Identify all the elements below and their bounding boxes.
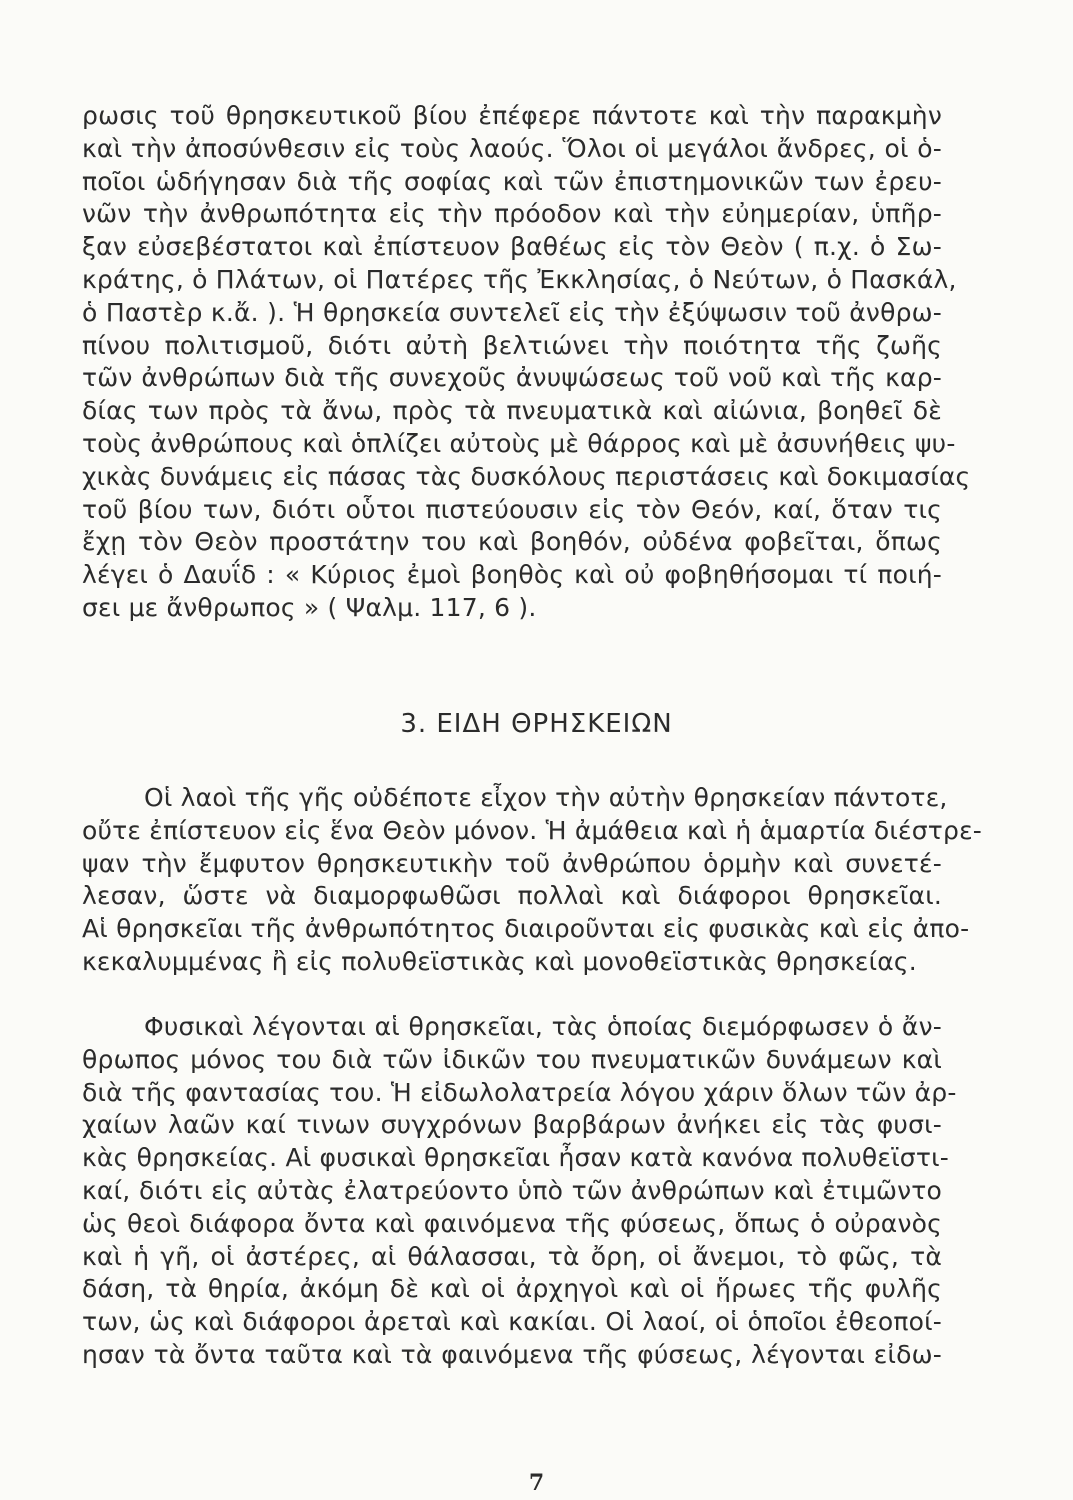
- text-line: τοὺς ἀνθρώπους καὶ ὁπλίζει αὐτοὺς μὲ θάρρος καὶ μὲ ἀσυνήθεις ψυ-: [82, 428, 956, 458]
- text-line: ψαν τὴν ἔμφυτον θρησκευτικὴν τοῦ ἀνθρώπου ὁρμὴν καὶ συνετέ-: [82, 848, 942, 878]
- text-line: ησαν τὰ ὄντα ταῦτα καὶ τὰ φαινόμενα τῆς φύσεως, λέγονται εἰδω-: [82, 1339, 942, 1369]
- text-line: σει με ἄνθρωπος » ( Ψαλμ. 117, 6 ).: [82, 592, 537, 622]
- text-line: νῶν τὴν ἀνθρωπότητα εἰς τὴν πρόοδον καὶ τὴν εὐημερίαν, ὑπῆρ-: [82, 199, 942, 229]
- text-line: κεκαλυμμένας ἢ εἰς πολυθεϊστικὰς καὶ μονοθεϊστικὰς θρησκείας.: [82, 946, 917, 976]
- text-line: τοῦ βίου των, διότι οὗτοι πιστεύουσιν εἰς τὸν Θεόν, καί, ὅταν τις: [82, 494, 942, 524]
- text-line: κράτης, ὁ Πλάτων, οἱ Πατέρες τῆς Ἐκκλησίας, ὁ Νεύτων, ὁ Πασκάλ,: [82, 264, 957, 294]
- text-line: χικὰς δυνάμεις εἰς πάσας τὰς δυσκόλους περιστάσεις καὶ δοκιμασίας: [82, 461, 971, 491]
- text-line: δάση, τὰ θηρία, ἀκόμη δὲ καὶ οἱ ἀρχηγοὶ καὶ οἱ ἥρωες τῆς φυλῆς: [82, 1274, 942, 1304]
- text-line: πίνου πολιτισμοῦ, διότι αὐτὴ βελτιώνει τὴν ποιότητα τῆς ζωῆς: [82, 330, 942, 360]
- text-line: ποῖοι ὡδήγησαν διὰ τῆς σοφίας καὶ τῶν ἐπιστημονικῶν των ἐρευ-: [82, 166, 942, 196]
- text-line: θρωπος μόνος του διὰ τῶν ἰδικῶν του πνευματικῶν δυνάμεων καὶ: [82, 1044, 942, 1074]
- page-number: 7: [528, 1470, 545, 1496]
- text-line: καί, διότι εἰς αὐτὰς ἐλατρεύοντο ὑπὸ τῶν ἀνθρώπων καὶ ἐτιμῶντο: [82, 1175, 942, 1205]
- text-line: λεσαν, ὥστε νὰ διαμορφωθῶσι πολλαὶ καὶ διάφοροι θρησκεῖαι.: [82, 881, 942, 911]
- text-line: Φυσικαὶ λέγονται αἱ θρησκεῖαι, τὰς ὁποίας διεμόρφωσεν ὁ ἄν-: [144, 1012, 942, 1041]
- text-line: Οἱ λαοὶ τῆς γῆς οὐδέποτε εἶχον τὴν αὐτὴν θρησκείαν πάντοτε,: [144, 783, 948, 812]
- paragraph-natural-religions: [82, 1011, 957, 1372]
- text-line: τῶν ἀνθρώπων διὰ τῆς συνεχοῦς ἀνυψώσεως τοῦ νοῦ καὶ τῆς καρ-: [82, 363, 942, 393]
- text-line: των, ὡς καὶ διάφοροι ἀρεταὶ καὶ κακίαι. Οἱ λαοί, οἱ ὁποῖοι ἐθεοποί-: [82, 1307, 942, 1337]
- text-line: χαίων λαῶν καί τινων συγχρόνων βαρβάρων ἀνήκει εἰς τὰς φυσι-: [82, 1110, 942, 1140]
- text-line: Αἱ θρησκεῖαι τῆς ἀνθρωπότητος διαιροῦνται εἰς φυσικὰς καὶ εἰς ἀπο-: [82, 914, 970, 944]
- text-line: καὶ ἡ γῆ, οἱ ἀστέρες, αἱ θάλασσαι, τὰ ὄρη, οἱ ἄνεμοι, τὸ φῶς, τὰ: [82, 1241, 942, 1271]
- section-heading: 3. ΕΙΔΗ ΘΡΗΣΚΕΙΩΝ: [400, 709, 673, 739]
- text-line: κὰς θρησκείας. Αἱ φυσικαὶ θρησκεῖαι ἦσαν κατὰ κανόνα πολυθεϊστι-: [82, 1143, 949, 1173]
- text-line: καὶ τὴν ἀποσύνθεσιν εἰς τοὺς λαούς. Ὅλοι οἱ μεγάλοι ἄνδρες, οἱ ὁ-: [82, 133, 942, 163]
- text-line: οὔτε ἐπίστευον εἰς ἕνα Θεὸν μόνον. Ἡ ἀμάθεια καὶ ἡ ἁμαρτία διέστρε-: [82, 815, 983, 845]
- text-line: λέγει ὁ Δαυΐδ : « Κύριος ἐμοὶ βοηθὸς καὶ οὐ φοβηθήσομαι τί ποιή-: [82, 560, 942, 590]
- text-line: ρωσις τοῦ θρησκευτικοῦ βίου ἐπέφερε πάντοτε καὶ τὴν παρακμὴν: [82, 101, 942, 130]
- paragraph-types-of-religions: [82, 782, 983, 979]
- text-line: διὰ τῆς φαντασίας του. Ἡ εἰδωλολατρεία λόγου χάριν ὅλων τῶν ἀρ-: [82, 1077, 957, 1107]
- text-line: ξαν εὐσεβέστατοι καὶ ἐπίστευον βαθέως εἰς τὸν Θεὸν ( π.χ. ὁ Σω-: [82, 232, 942, 262]
- paragraph-continuation: [82, 100, 971, 625]
- text-line: ὡς θεοὶ διάφορα ὄντα καὶ φαινόμενα τῆς φύσεως, ὅπως ὁ οὐρανὸς: [82, 1208, 942, 1238]
- text-line: ἔχῃ τὸν Θεὸν προστάτην του καὶ βοηθόν, οὐδένα φοβεῖται, ὅπως: [82, 527, 942, 557]
- text-line: δίας των πρὸς τὰ ἄνω, πρὸς τὰ πνευματικὰ καὶ αἰώνια, βοηθεῖ δὲ: [82, 396, 942, 426]
- text-line: ὁ Παστὲρ κ.ἄ. ). Ἡ θρησκεία συντελεῖ εἰς τὴν ἐξύψωσιν τοῦ ἀνθρω-: [82, 297, 942, 327]
